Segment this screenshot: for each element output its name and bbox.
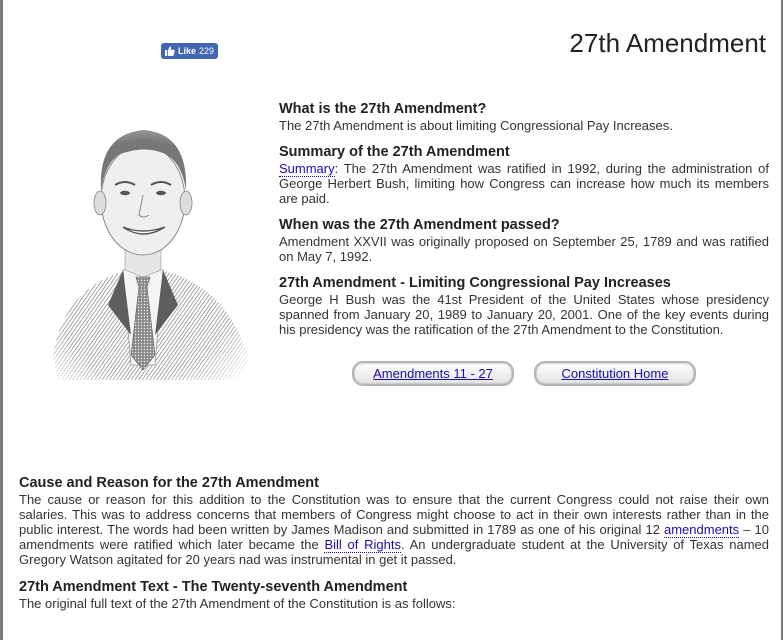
page-title: 27th Amendment	[569, 28, 766, 58]
section-heading-cause: Cause and Reason for the 27th Amendment	[19, 475, 319, 491]
amendments-11-27-link[interactable]: Amendments 11 - 27	[373, 366, 493, 381]
intro-content	[279, 100, 769, 347]
section-heading-limiting: 27th Amendment - Limiting Congressional Pay Increases	[279, 275, 671, 291]
constitution-home-link[interactable]: Constitution Home	[561, 366, 669, 381]
thumbs-up-icon	[165, 46, 175, 56]
section-heading-what: What is the 27th Amendment?	[279, 101, 487, 117]
section-heading-text: 27th Amendment Text - The Twenty-seventh Amendment	[19, 579, 408, 595]
amendments-11-27-button[interactable]	[352, 361, 514, 386]
constitution-home-button[interactable]	[534, 361, 696, 386]
section-text-what: The 27th Amendment is about limiting Congressional Pay Increases.	[279, 118, 673, 133]
section-text-text: The original full text of the 27th Amendment of the Constitution is as follows:	[19, 596, 456, 611]
section-text-when: Amendment XXVII was originally proposed on September 25, 1789 and was ratified on May 7, 1992.	[279, 234, 769, 264]
summary-link[interactable]: Summary	[279, 161, 335, 176]
nav-button-row	[352, 361, 696, 386]
section-heading-when: When was the 27th Amendment passed?	[279, 217, 560, 233]
section-text-cause: The cause or reason for this addition to the Constitution was to ensure that the current Congress could not raise their own salaries. This was to address concerns that members of Congress might choose to act in their own interests rather than in the public interest. The words had been written by James Madison and submitted in 1789 as one of his original 12 amendments – 10 amendments were ratified which later became the Bill of Rights. An undergraduate student at the University of Texas named Gregory Watson agitated for 20 years nad was instrumental in get it passed.	[19, 492, 770, 567]
facebook-like-button[interactable]	[161, 43, 218, 59]
section-heading-summary: Summary of the 27th Amendment	[279, 144, 510, 160]
like-label: Like	[178, 46, 197, 56]
portrait-image	[23, 105, 263, 385]
like-count: 229	[199, 46, 215, 56]
section-text-summary: Summary: The 27th Amendment was ratified in 1992, during the administration of George Herbert Bush, limiting how Congress can increase how much its members are paid.	[279, 161, 769, 206]
amendments-link[interactable]: amendments	[664, 522, 740, 537]
bill-of-rights-link[interactable]: Bill of Rights	[324, 537, 401, 552]
section-text-limiting: George H Bush was the 41st President of the United States whose presidency spanned from January 20, 1989 to January 20, 2001. One of the key events during his presidency was the ratification of the 27th Amendment to the Constitution.	[279, 292, 769, 337]
